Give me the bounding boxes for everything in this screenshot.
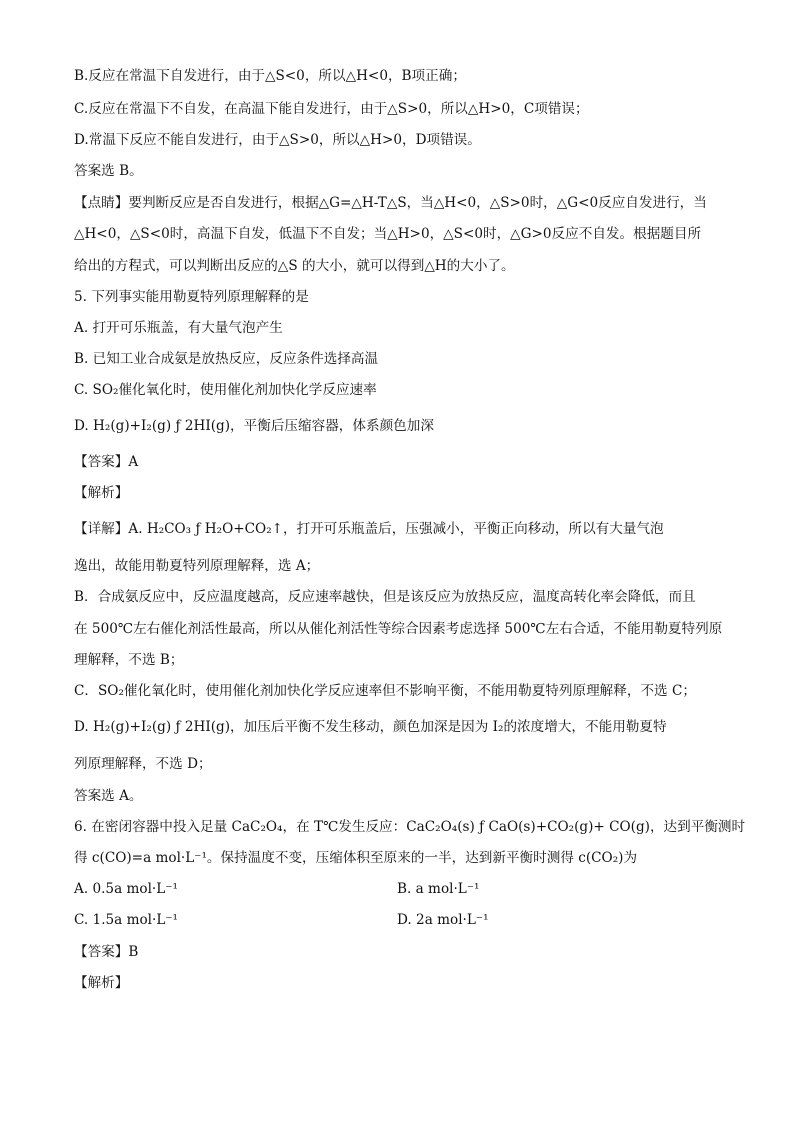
q5-detail-d-2: 列原理解释，不选 D； bbox=[74, 756, 212, 772]
q5-detail-a-1: 【详解】A. H₂CO₃ ƒ H₂O+CO₂↑，打开可乐瓶盖后，压强减小，平衡正向移动，所以有大量气泡 bbox=[74, 521, 664, 537]
question-5-title: 5. 下列事实能用勒夏特列原理解释的是 bbox=[74, 289, 309, 305]
q5-option-a: A. 打开可乐瓶盖，有大量气泡产生 bbox=[74, 320, 283, 336]
line-b-explanation: B.反应在常温下自发进行，由于△S<0，所以△H<0，B项正确； bbox=[74, 68, 466, 84]
line-d-explanation: D.常温下反应不能自发进行，由于△S>0，所以△H>0，D项错误。 bbox=[74, 132, 481, 148]
q5-option-c: C. SO₂催化氧化时，使用催化剂加快化学反应速率 bbox=[74, 382, 377, 398]
q5-detail-b-2: 在 500℃左右催化剂活性最高，所以从催化剂活性等综合因素考虑选择 500℃左右合适，不能用勒夏特列原 bbox=[74, 621, 723, 637]
q5-detail-b-3: 理解释，不选 B； bbox=[74, 652, 184, 668]
line-tip-3: 给出的方程式，可以判断出反应的△S 的大小，就可以得到△H的大小了。 bbox=[74, 258, 515, 274]
q5-option-d: D. H₂(g)+I₂(g) ƒ 2HI(g)，平衡后压缩容器，体系颜色加深 bbox=[74, 418, 434, 434]
q5-analysis-heading: 【解析】 bbox=[74, 485, 129, 501]
q6-option-a: A. 0.5a mol·L⁻¹ bbox=[74, 881, 178, 897]
line-tip-1: 【点睛】要判断反应是否自发进行，根据△G=△H-T△S，当△H<0，△S>0时，△G<0反应自发进行，当 bbox=[74, 195, 707, 211]
q5-answer-summary: 答案选 A。 bbox=[74, 788, 143, 804]
q5-detail-c: C．SO₂催化氧化时，使用催化剂加快化学反应速率但不影响平衡，不能用勒夏特列原理解释，不选 C； bbox=[74, 683, 696, 699]
q5-answer: 【答案】A bbox=[74, 454, 139, 470]
q6-analysis-heading: 【解析】 bbox=[74, 975, 129, 991]
line-answer-b: 答案选 B。 bbox=[74, 163, 143, 179]
line-c-explanation: C.反应在常温下不自发，在高温下能自发进行，由于△S>0，所以△H>0，C项错误； bbox=[74, 101, 589, 117]
q5-detail-a-2: 逸出，故能用勒夏特列原理解释，选 A； bbox=[74, 558, 320, 574]
q6-option-b: B. a mol·L⁻¹ bbox=[397, 881, 480, 897]
question-6-line-2: 得 c(CO)=a mol·L⁻¹。保持温度不变，压缩体积至原来的一半，达到新平衡时测得 c(CO₂)为 bbox=[74, 850, 638, 866]
q5-detail-d-1: D. H₂(g)+I₂(g) ƒ 2HI(g)，加压后平衡不发生移动，颜色加深是因为 I₂的浓度增大，不能用勒夏特 bbox=[74, 719, 667, 735]
question-6-line-1: 6. 在密闭容器中投入足量 CaC₂O₄，在 T℃发生反应：CaC₂O₄(s) ƒ CaO(s)+CO₂(g)+ CO(g)，达到平衡测时 bbox=[74, 819, 746, 835]
q5-detail-b-1: B．合成氨反应中，反应温度越高，反应速率越快，但是该反应为放热反应，温度高转化率会降低，而且 bbox=[74, 589, 696, 605]
q6-option-d: D. 2a mol·L⁻¹ bbox=[397, 912, 489, 928]
q5-option-b: B. 已知工业合成氨是放热反应，反应条件选择高温 bbox=[74, 351, 379, 367]
line-tip-2: △H<0，△S<0时，高温下自发，低温下不自发；当△H>0，△S<0时，△G>0反应不自发。根据题目所 bbox=[74, 226, 702, 242]
q6-option-c: C. 1.5a mol·L⁻¹ bbox=[74, 912, 178, 928]
q6-answer: 【答案】B bbox=[74, 944, 139, 960]
